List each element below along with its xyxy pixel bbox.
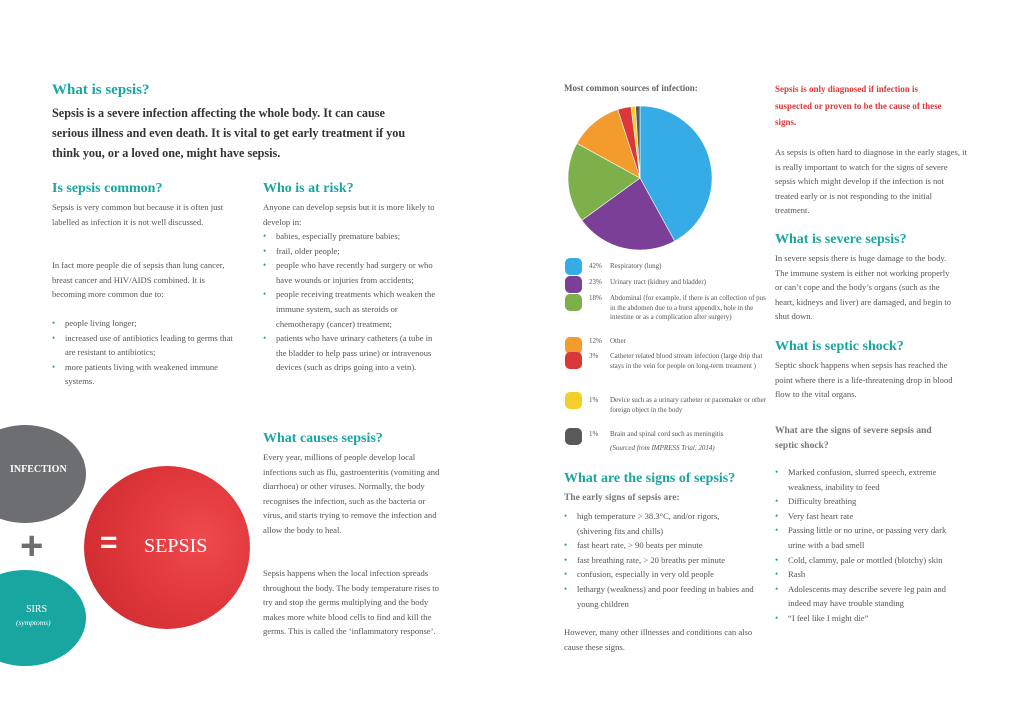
list-item: • “I feel like I might die”	[775, 611, 960, 626]
list-item: • Rash	[775, 567, 960, 582]
what-causes-sepsis-heading: What causes sepsis?	[263, 431, 383, 446]
legend-label: Other	[610, 337, 626, 345]
list-item: • babies, especially premature babies;	[263, 229, 438, 244]
severe-signs-list	[775, 465, 960, 626]
legend-label: Respiratory (lung)	[610, 262, 662, 270]
is-sepsis-common-heading: Is sepsis common?	[52, 181, 163, 196]
legend-percent: 12%	[589, 337, 602, 345]
list-item: • fast heart rate, > 90 beats per minute	[564, 538, 756, 553]
what-is-sepsis-heading: What is sepsis?	[52, 82, 150, 98]
legend-label: Brain and spinal cord such as meningitis	[610, 430, 724, 438]
severe-sepsis-text: In severe sepsis there is huge damage to the body. The immune system is either not working properly or can’t cope and the body’s organs (such as the heart, kidneys and liver) are damaged, and begin to shut down.	[775, 253, 952, 322]
legend-swatch	[565, 392, 582, 409]
sources-pie-chart	[560, 98, 720, 258]
is-sepsis-common-text: Sepsis is very common but because it is often just labelled as infection it is not well discussed.	[52, 202, 224, 227]
list-item: • frail, older people;	[263, 244, 438, 259]
list-item: • patients who have urinary catheters (a tube in the bladder to help pass urine) or intravenous devices (such as drips going into a vein).	[263, 331, 438, 375]
list-item: • high temperature > 38.3°C, and/or rigors, (shivering fits and chills)	[564, 509, 756, 538]
legend-percent: 1%	[589, 430, 599, 438]
what-causes-sepsis-text: Every year, millions of people develop local infections such as flu, gastroenteritis (vomiting and diarrhoea) or other viruses. Normally, the body recognises the infection, such as the bacteria or virus, and starts trying to remove the infection and allow the body to heal.	[263, 452, 440, 535]
diagnosis-text: As sepsis is often hard to diagnose in the early stages, it is really important to watch for the signs of severe sepsis which might develop if the infection is not treated early or is not responding to the initial treatment.	[775, 147, 967, 216]
legend-percent: 1%	[589, 396, 599, 404]
plus-sign: +	[20, 524, 44, 568]
legend-label: Device such as a urinary catheter or pacemaker or other foreign object in the body	[610, 396, 767, 414]
list-item: • increased use of antibiotics leading to germs that are resistant to antibiotics;	[52, 331, 237, 360]
legend-label: Urinary tract (kidney and bladder)	[610, 278, 707, 286]
signs-note: However, many other illnesses and conditions can also cause these signs.	[564, 627, 753, 652]
severe-signs-heading: What are the signs of severe sepsis and septic shock?	[775, 426, 932, 451]
early-signs-list	[564, 509, 756, 611]
list-item: • Passing little or no urine, or passing very dark urine with a bad smell	[775, 523, 960, 552]
legend-percent: 23%	[589, 278, 602, 286]
list-item: • fast breathing rate, > 20 breaths per minute	[564, 553, 756, 568]
legend-label: Catheter related blood stream infection (large drip that stays in the vein for people on long-term treatment )	[610, 352, 763, 370]
legend-percent: 18%	[589, 294, 602, 302]
signs-of-sepsis-heading: What are the signs of sepsis?	[564, 471, 736, 486]
sirs-label: SIRS	[26, 604, 48, 615]
common-reasons-list	[52, 316, 237, 389]
list-item: • lethargy (weakness) and poor feeding in babies and young children	[564, 582, 756, 611]
severe-sepsis-heading: What is severe sepsis?	[775, 232, 907, 247]
septic-shock-heading: What is septic shock?	[775, 339, 904, 354]
sepsis-circle	[84, 466, 250, 629]
sepsis-label: SEPSIS	[144, 535, 208, 557]
legend-percent: 42%	[589, 262, 602, 270]
legend-swatch	[565, 276, 582, 293]
list-item: • Very fast heart rate	[775, 509, 960, 524]
list-item: • people who have recently had surgery or who have wounds or injuries from accidents;	[263, 258, 438, 287]
who-is-at-risk-heading: Who is at risk?	[263, 181, 354, 196]
legend-swatch	[565, 428, 582, 445]
source-note: (Sourced from IMPRESS Trial, 2014)	[610, 444, 715, 452]
infection-label: INFECTION	[10, 464, 67, 475]
early-signs-subheading: The early signs of sepsis are:	[564, 493, 680, 503]
list-item: • people living longer;	[52, 316, 237, 331]
list-item: • Adolescents may describe severe leg pain and indeed may have trouble standing	[775, 582, 960, 611]
list-item: • Cold, clammy, pale or mottled (blotchy) skin	[775, 553, 960, 568]
infection-circle	[0, 425, 86, 523]
risk-list	[263, 229, 438, 375]
legend-label: Abdominal (for example, if there is an collection of pus in the abdomen due to a burst appendix, hole in the intestine or as a complication after surgery)	[610, 294, 766, 321]
septic-shock-text: Septic shock happens when sepsis has reached the point where there is a life-threatening drop in blood flow to the vital organs.	[775, 360, 953, 400]
what-causes-sepsis-text-2: Sepsis happens when the local infection spreads throughout the body. The body temperature rises to try and stop the germs multiplying and the body makes more white blood cells to find and kill the germs. This is called the ‘inflammatory response’.	[263, 568, 439, 637]
legend-swatch	[565, 258, 582, 275]
sources-heading: Most common sources of infection:	[564, 83, 698, 93]
legend-percent: 3%	[589, 352, 599, 360]
what-is-sepsis-lead: Sepsis is a severe infection affecting the whole body. It can cause serious illness and even death. It is vital to get early treatment if you think you, or a loved one, might have sepsis.	[52, 106, 406, 160]
diagnosis-note: Sepsis is only diagnosed if infection is suspected or proven to be the cause of these signs.	[775, 84, 942, 127]
list-item: • confusion, especially in very old people	[564, 567, 756, 582]
list-item: • more patients living with weakened immune systems.	[52, 360, 237, 389]
is-sepsis-common-text-2: In fact more people die of sepsis than lung cancer, breast cancer and HIV/AIDS combined. It is becoming more common due to:	[52, 260, 225, 300]
sirs-sub-label: (symptoms)	[16, 618, 51, 627]
equals-sign: =	[100, 526, 118, 559]
sirs-circle	[0, 570, 86, 666]
list-item: • Marked confusion, slurred speech, extreme weakness, inability to feed	[775, 465, 960, 494]
who-is-at-risk-intro: Anyone can develop sepsis but it is more likely to develop in:	[263, 202, 435, 227]
legend-swatch	[565, 352, 582, 369]
list-item: • Difficulty breathing	[775, 494, 960, 509]
list-item: • people receiving treatments which weaken the immune system, such as steroids or chemotherapy (cancer) treatment;	[263, 287, 438, 331]
legend-swatch	[565, 294, 582, 311]
